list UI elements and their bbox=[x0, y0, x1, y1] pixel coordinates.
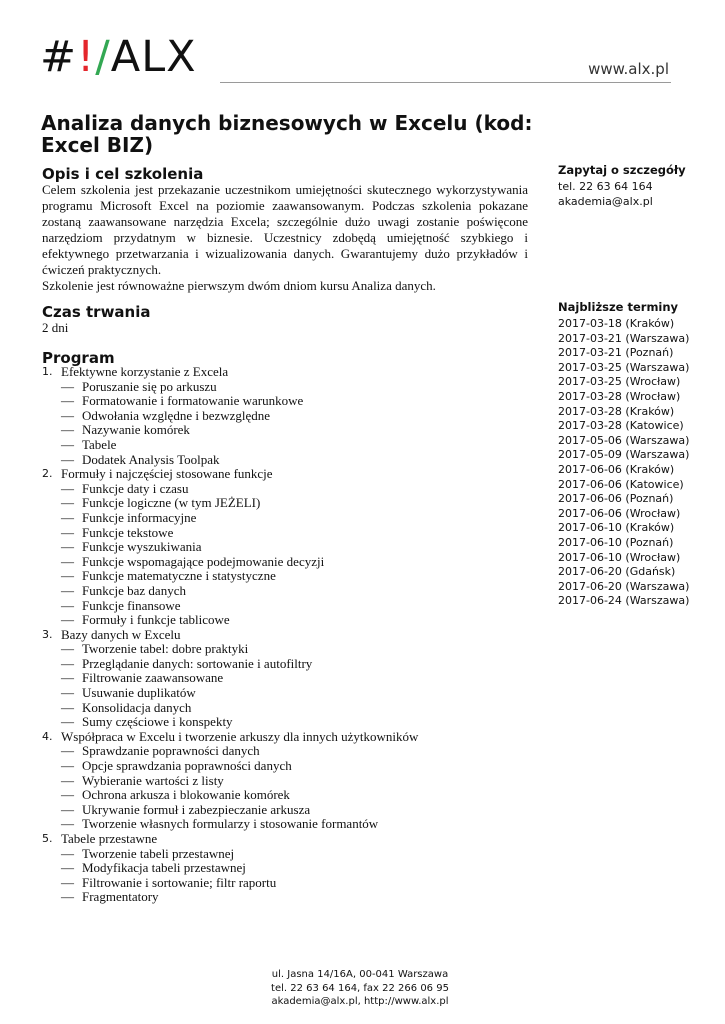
topic-text: Usuwanie duplikatów bbox=[82, 685, 196, 701]
topic-text: Poruszanie się po arkuszu bbox=[82, 378, 217, 394]
terms-heading: Najbliższe terminy bbox=[558, 300, 679, 314]
duration-heading: Czas trwania bbox=[42, 303, 151, 321]
topic-item bbox=[61, 496, 532, 511]
term-item[interactable]: 2017-03-28 (Katowice) bbox=[558, 419, 684, 433]
dash-marker: — bbox=[61, 758, 74, 774]
dash-marker: — bbox=[61, 699, 74, 715]
dash-marker: — bbox=[61, 714, 74, 730]
topic-text: Modyfikacja tabeli przestawnej bbox=[82, 860, 246, 876]
module-row bbox=[42, 365, 532, 380]
dash-marker: — bbox=[61, 393, 74, 409]
program-list bbox=[42, 365, 532, 905]
topic-text: Sprawdzanie poprawności danych bbox=[82, 743, 260, 759]
topic-item bbox=[61, 511, 532, 526]
term-item[interactable]: 2017-06-20 (Warszawa) bbox=[558, 579, 690, 593]
logo-slash: / bbox=[95, 32, 111, 82]
term-item[interactable]: 2017-03-21 (Warszawa) bbox=[558, 331, 690, 345]
topic-text: Tworzenie tabel: dobre praktyki bbox=[82, 641, 249, 657]
module-topics bbox=[42, 744, 532, 832]
term-item[interactable]: 2017-06-06 (Wrocław) bbox=[558, 506, 681, 520]
dash-marker: — bbox=[61, 568, 74, 584]
dash-marker: — bbox=[61, 874, 74, 890]
topic-text: Tabele bbox=[82, 436, 117, 452]
topic-item bbox=[61, 409, 532, 424]
topic-text: Funkcje wspomagające podejmowanie decyzji bbox=[82, 553, 325, 569]
terms-list bbox=[558, 317, 718, 609]
module-number: 2. bbox=[42, 467, 53, 481]
topic-text: Nazywanie komórek bbox=[82, 422, 190, 438]
term-item[interactable]: 2017-03-21 (Poznań) bbox=[558, 346, 674, 360]
footer-phones: tel. 22 63 64 164, fax 22 266 06 95 bbox=[271, 982, 449, 994]
footer bbox=[200, 968, 520, 1009]
topic-text: Funkcje informacyjne bbox=[82, 509, 197, 525]
topic-item bbox=[61, 423, 532, 438]
topic-item bbox=[61, 599, 532, 614]
topic-item bbox=[61, 438, 532, 453]
term-item[interactable]: 2017-06-20 (Gdańsk) bbox=[558, 565, 676, 579]
dash-marker: — bbox=[61, 451, 74, 467]
dash-marker: — bbox=[61, 801, 74, 817]
dash-marker: — bbox=[61, 597, 74, 613]
logo-hash: # bbox=[40, 32, 78, 82]
dash-marker: — bbox=[61, 816, 74, 832]
topic-text: Funkcje daty i czasu bbox=[82, 480, 189, 496]
module-title: Tabele przestawne bbox=[61, 831, 158, 846]
term-item[interactable]: 2017-06-10 (Poznań) bbox=[558, 535, 674, 549]
module-row bbox=[42, 628, 532, 643]
module-topics bbox=[42, 847, 532, 905]
module-number: 3. bbox=[42, 627, 53, 641]
dash-marker: — bbox=[61, 524, 74, 540]
dash-marker: — bbox=[61, 685, 74, 701]
topic-item bbox=[61, 861, 532, 876]
dash-marker: — bbox=[61, 743, 74, 759]
module-title: Bazy danych w Excelu bbox=[61, 626, 181, 642]
topic-item bbox=[61, 671, 532, 686]
topic-text: Wybieranie wartości z listy bbox=[82, 772, 224, 788]
dash-marker: — bbox=[61, 845, 74, 861]
page-title: Analiza danych biznesowych w Excelu (kod: Excel BIZ) bbox=[41, 111, 533, 157]
module-number: 4. bbox=[42, 729, 53, 743]
dash-marker: — bbox=[61, 889, 74, 905]
topic-text: Filtrowanie i sortowanie; filtr raportu bbox=[82, 874, 277, 890]
footer-address: ul. Jasna 14/16A, 00-041 Warszawa bbox=[271, 969, 449, 980]
topic-item bbox=[61, 744, 532, 759]
topic-item bbox=[61, 847, 532, 862]
dash-marker: — bbox=[61, 378, 74, 394]
module-row bbox=[42, 832, 532, 847]
upcoming-terms bbox=[558, 299, 718, 609]
dash-marker: — bbox=[61, 539, 74, 555]
contact-box bbox=[558, 162, 718, 209]
topic-item bbox=[61, 642, 532, 657]
topic-item bbox=[61, 584, 532, 599]
topic-item bbox=[61, 657, 532, 672]
duration-value: 2 dni bbox=[42, 320, 69, 335]
topic-text: Konsolidacja danych bbox=[82, 699, 192, 715]
dash-marker: — bbox=[61, 495, 74, 511]
dash-marker: — bbox=[61, 582, 74, 598]
term-item[interactable]: 2017-06-24 (Warszawa) bbox=[558, 594, 690, 608]
website-link[interactable]: www.alx.pl bbox=[588, 60, 669, 78]
topic-item bbox=[61, 394, 532, 409]
description-text bbox=[42, 182, 528, 294]
dash-marker: — bbox=[61, 670, 74, 686]
dash-marker: — bbox=[61, 860, 74, 876]
description-heading: Opis i cel szkolenia bbox=[42, 165, 204, 183]
term-item[interactable]: 2017-05-06 (Warszawa) bbox=[558, 433, 690, 447]
topic-item bbox=[61, 759, 532, 774]
term-item[interactable]: 2017-03-25 (Wrocław) bbox=[558, 375, 681, 389]
contact-email[interactable]: akademia@alx.pl bbox=[558, 194, 653, 208]
topic-item bbox=[61, 803, 532, 818]
module-row bbox=[42, 467, 532, 482]
topic-item bbox=[61, 453, 532, 468]
topic-item bbox=[61, 715, 532, 730]
term-item[interactable]: 2017-03-18 (Kraków) bbox=[558, 317, 675, 330]
topic-item bbox=[61, 876, 532, 891]
topic-text: Funkcje wyszukiwania bbox=[82, 539, 202, 555]
term-item[interactable]: 2017-06-06 (Poznań) bbox=[558, 492, 674, 506]
topic-item bbox=[61, 526, 532, 541]
contact-heading: Zapytaj o szczegóły bbox=[558, 163, 686, 177]
topic-text: Tworzenie tabeli przestawnej bbox=[82, 845, 235, 861]
topic-text: Filtrowanie zaawansowane bbox=[82, 670, 224, 686]
topic-text: Ochrona arkusza i blokowanie komórek bbox=[82, 787, 290, 803]
term-item[interactable]: 2017-03-28 (Wrocław) bbox=[558, 389, 681, 403]
topic-item bbox=[61, 817, 532, 832]
topic-text: Formuły i funkcje tablicowe bbox=[82, 612, 230, 628]
topic-item bbox=[61, 774, 532, 789]
topic-item bbox=[61, 788, 532, 803]
topic-item bbox=[61, 701, 532, 716]
topic-text: Przeglądanie danych: sortowanie i autofiltry bbox=[82, 655, 313, 671]
logo-word: ALX bbox=[110, 32, 197, 82]
term-item[interactable]: 2017-06-06 (Kraków) bbox=[558, 462, 675, 476]
term-item[interactable]: 2017-06-10 (Kraków) bbox=[558, 521, 675, 535]
program-module bbox=[42, 628, 532, 730]
term-item[interactable]: 2017-06-06 (Katowice) bbox=[558, 477, 684, 491]
dash-marker: — bbox=[61, 772, 74, 788]
topic-text: Tworzenie własnych formularzy i stosowanie formantów bbox=[82, 816, 379, 832]
topic-text: Fragmentatory bbox=[82, 889, 159, 905]
topic-item bbox=[61, 540, 532, 555]
topic-text: Funkcje tekstowe bbox=[82, 524, 174, 540]
term-item[interactable]: 2017-03-25 (Warszawa) bbox=[558, 360, 690, 374]
dash-marker: — bbox=[61, 436, 74, 452]
topic-item bbox=[61, 613, 532, 628]
topic-text: Opcje sprawdzania poprawności danych bbox=[82, 758, 292, 774]
topic-text: Dodatek Analysis Toolpak bbox=[82, 451, 220, 467]
dash-marker: — bbox=[61, 553, 74, 569]
module-row bbox=[42, 730, 532, 745]
footer-web[interactable]: akademia@alx.pl, http://www.alx.pl bbox=[271, 996, 449, 1007]
dash-marker: — bbox=[61, 509, 74, 525]
module-number: 1. bbox=[42, 365, 53, 378]
module-title: Formuły i najczęściej stosowane funkcje bbox=[61, 466, 273, 482]
topic-text: Sumy częściowe i konspekty bbox=[82, 714, 233, 730]
topic-item bbox=[61, 380, 532, 395]
topic-item bbox=[61, 569, 532, 584]
topic-text: Odwołania względne i bezwzględne bbox=[82, 407, 271, 423]
topic-text: Ukrywanie formuł i zabezpieczanie arkusza bbox=[82, 801, 311, 817]
program-heading: Program bbox=[42, 349, 115, 367]
topic-text: Funkcje matematyczne i statystyczne bbox=[82, 568, 276, 584]
topic-text: Formatowanie i formatowanie warunkowe bbox=[82, 393, 304, 409]
topic-item bbox=[61, 482, 532, 497]
contact-phone[interactable]: tel. 22 63 64 164 bbox=[558, 180, 653, 193]
program-module bbox=[42, 832, 532, 905]
dash-marker: — bbox=[61, 655, 74, 671]
program-module bbox=[42, 467, 532, 628]
term-item[interactable]: 2017-05-09 (Warszawa) bbox=[558, 448, 690, 462]
header-divider bbox=[220, 82, 671, 83]
description-paragraph: Celem szkolenia jest przekazanie uczestnikom umiejętności skutecznego wykorzystywania programu Microsoft Excel na poziomie zaawansowanym. Podczas szkolenia pokazane zostaną zaawansowane narzędzia Excela; szczególnie dużo uwagi zostanie poświęcone narzędziom przydatnym w biznesie. Uczestnicy zdobędą umiejętność szybkiego i efektywnego przetwarzania i wizualizowania danych. Gwarantujemy dużo przykładów i ćwiczeń praktycznych. bbox=[42, 182, 528, 277]
topic-text: Funkcje baz danych bbox=[82, 582, 186, 598]
module-topics bbox=[42, 642, 532, 730]
module-title: Efektywne korzystanie z Excela bbox=[61, 364, 229, 379]
module-topics bbox=[42, 482, 532, 628]
program-module bbox=[42, 730, 532, 832]
term-item[interactable]: 2017-03-28 (Kraków) bbox=[558, 404, 675, 418]
logo-exclam: ! bbox=[77, 32, 96, 82]
alx-logo[interactable] bbox=[40, 34, 197, 80]
module-topics bbox=[42, 380, 532, 468]
dash-marker: — bbox=[61, 407, 74, 423]
dash-marker: — bbox=[61, 641, 74, 657]
module-title: Współpraca w Excelu i tworzenie arkuszy dla innych użytkowników bbox=[61, 728, 419, 744]
program-module bbox=[42, 365, 532, 467]
dash-marker: — bbox=[61, 787, 74, 803]
topic-item bbox=[61, 890, 532, 905]
dash-marker: — bbox=[61, 612, 74, 628]
topic-item bbox=[61, 686, 532, 701]
term-item[interactable]: 2017-06-10 (Wrocław) bbox=[558, 550, 681, 564]
module-number: 5. bbox=[42, 832, 53, 845]
topic-text: Funkcje logiczne (w tym JEŻELI) bbox=[82, 495, 261, 511]
topic-item bbox=[61, 555, 532, 570]
dash-marker: — bbox=[61, 422, 74, 438]
description-note: Szkolenie jest równoważne pierwszym dwóm dniom kursu Analiza danych. bbox=[42, 278, 436, 293]
dash-marker: — bbox=[61, 480, 74, 496]
topic-text: Funkcje finansowe bbox=[82, 597, 181, 613]
